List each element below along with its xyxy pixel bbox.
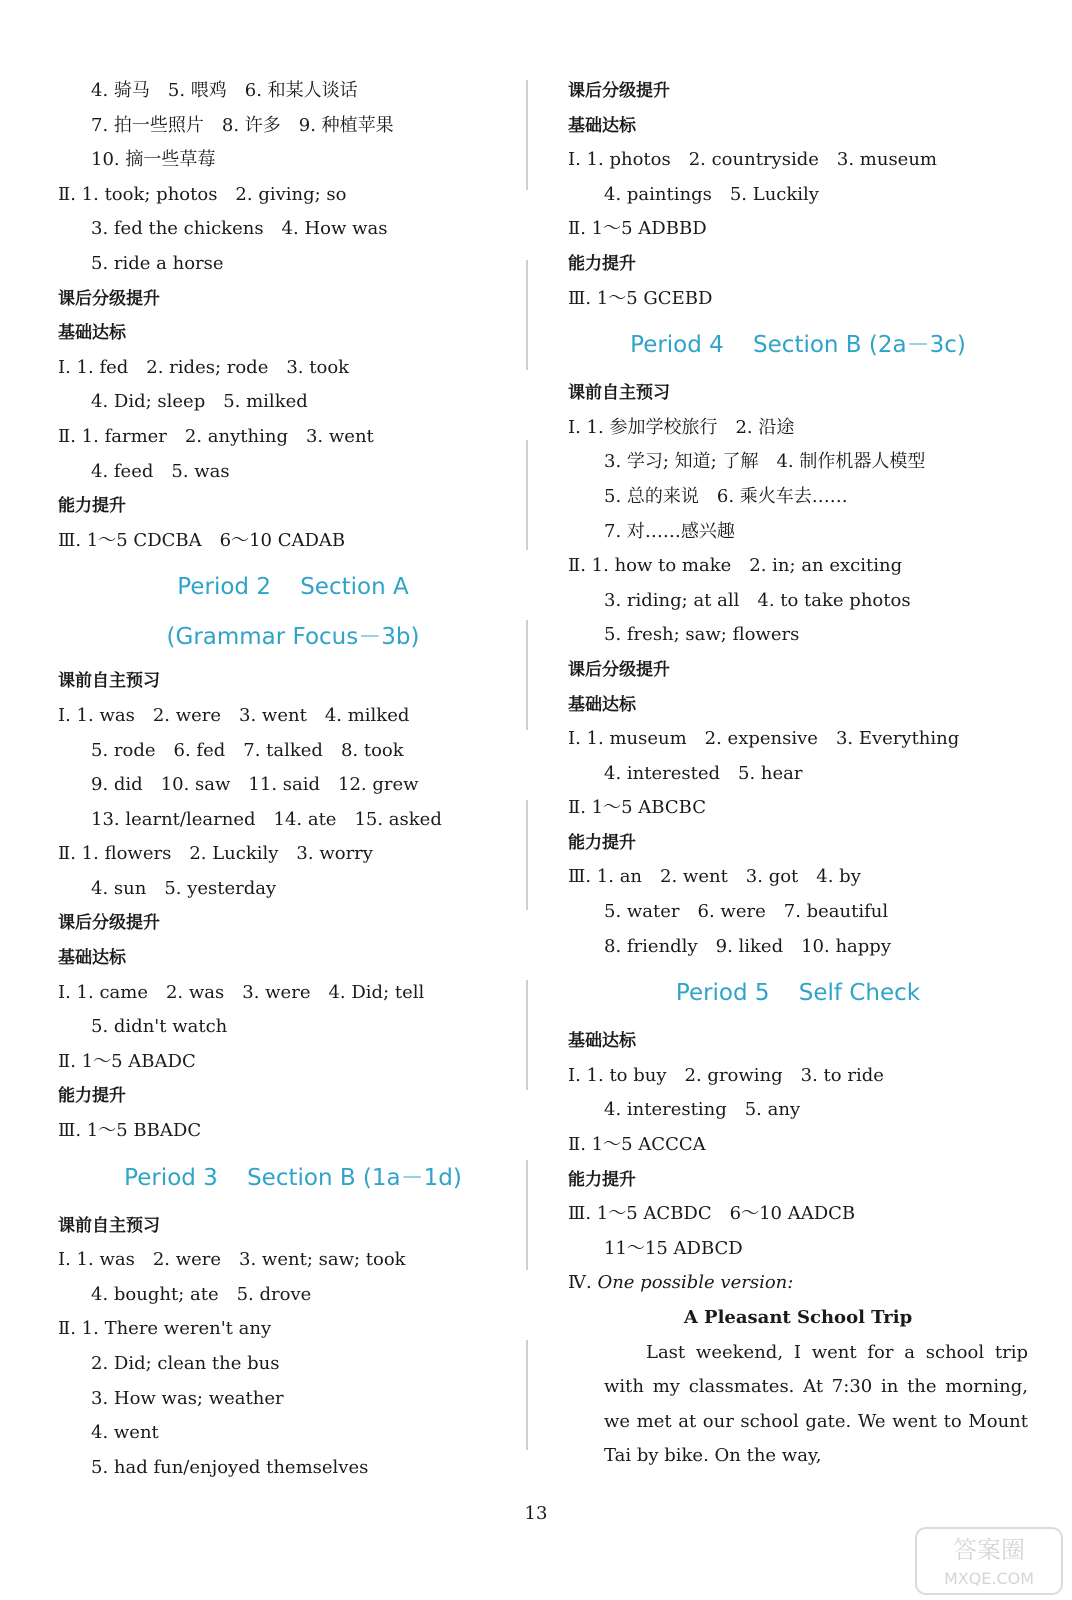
subheading-ability: 能力提升 <box>568 832 636 853</box>
answer-line: Ⅱ. 1. how to make 2. in; an exciting <box>568 555 903 577</box>
answer-line: Ⅱ. 1～5 ABCBC <box>568 797 706 819</box>
answer-line: 10. 摘一些草莓 <box>91 149 216 171</box>
subheading-basic: 基础达标 <box>58 323 126 344</box>
answer-line: Ⅲ. 1～5 CDCBA 6～10 CADAB <box>58 529 346 551</box>
answer-line: Ⅲ. 1～5 GCEBD <box>568 287 713 309</box>
subheading-ability: 能力提升 <box>568 253 636 274</box>
answer-line: 5. water 6. were 7. beautiful <box>604 901 889 923</box>
subheading-ability: 能力提升 <box>568 1169 636 1190</box>
answer-line: 4. paintings 5. Luckily <box>604 183 819 205</box>
subheading-basic: 基础达标 <box>568 115 636 136</box>
answer-line: 4. Did; sleep 5. milked <box>91 391 308 413</box>
answer-line: 3. riding; at all 4. to take photos <box>604 589 911 611</box>
subheading-preview: 课前自主预习 <box>58 1215 160 1236</box>
answer-line: 5. ride a horse <box>91 252 224 274</box>
svg-text:答案圈: 答案圈 <box>953 1536 1025 1564</box>
answer-line: Ⅱ. 1～5 ACCCA <box>568 1134 706 1156</box>
answer-line: 3. fed the chickens 4. How was <box>91 218 388 240</box>
answer-line: Ⅰ. 1. was 2. were 3. went; saw; took <box>58 1249 406 1271</box>
answer-line: Ⅰ. 1. was 2. were 3. went 4. milked <box>58 704 410 726</box>
period-5-heading: Period 5 Self Check <box>675 980 921 1007</box>
section-number: Ⅳ. <box>568 1272 592 1294</box>
essay-body <box>568 1336 1028 1474</box>
watermark-logo <box>914 1526 1064 1596</box>
answer-line: Ⅰ. 1. museum 2. expensive 3. Everything <box>568 728 960 750</box>
answer-line: 4. feed 5. was <box>91 460 230 482</box>
answer-line: 5. fresh; saw; flowers <box>604 624 800 646</box>
subheading-basic: 基础达标 <box>568 1031 636 1052</box>
answer-line: 5. rode 6. fed 7. talked 8. took <box>91 739 404 761</box>
subheading-basic: 基础达标 <box>568 694 636 715</box>
subheading-preview: 课前自主预习 <box>568 383 670 404</box>
answer-line: 4. sun 5. yesterday <box>91 877 277 899</box>
answer-line: Ⅰ. 1. photos 2. countryside 3. museum <box>568 149 937 171</box>
subheading-after-class: 课后分级提升 <box>568 81 670 101</box>
answer-line: 8. friendly 9. liked 10. happy <box>604 935 891 957</box>
period-2-heading-cont: (Grammar Focus－3b) <box>166 624 420 651</box>
subheading-after-class: 课后分级提升 <box>568 659 670 680</box>
answer-line: Ⅱ. 1～5 ABADC <box>58 1050 196 1072</box>
answer-line: 9. did 10. saw 11. said 12. grew <box>91 774 419 796</box>
answer-line: Ⅱ. 1. flowers 2. Luckily 3. worry <box>58 843 373 865</box>
essay-title: A Pleasant School Trip <box>683 1307 913 1328</box>
period-3-heading: Period 3 Section B (1a－1d) <box>124 1164 462 1191</box>
right-column <box>568 74 1028 1474</box>
answer-line <box>568 1266 1028 1301</box>
svg-text:MXQE.COM: MXQE.COM <box>943 1569 1035 1588</box>
answer-line: 4. bought; ate 5. drove <box>91 1283 312 1305</box>
answer-line: Ⅱ. 1. farmer 2. anything 3. went <box>58 425 374 447</box>
answer-line: 4. interesting 5. any <box>604 1099 801 1121</box>
subheading-basic: 基础达标 <box>58 948 126 969</box>
subheading-after-class: 课后分级提升 <box>58 288 160 309</box>
answer-line: 3. How was; weather <box>91 1387 284 1409</box>
subheading-after-class: 课后分级提升 <box>58 913 160 934</box>
answer-line: 4. interested 5. hear <box>604 762 803 784</box>
subheading-ability: 能力提升 <box>58 496 126 517</box>
answer-line: 2. Did; clean the bus <box>91 1353 280 1374</box>
answer-line: 13. learnt/learned 14. ate 15. asked <box>91 808 442 830</box>
left-column <box>58 74 528 1485</box>
answer-line: Ⅱ. 1. took; photos 2. giving; so <box>58 183 347 205</box>
answer-line: 7. 对……感兴趣 <box>604 520 735 542</box>
answer-line: Ⅱ. 1～5 ADBBD <box>568 218 707 240</box>
answer-line: 7. 拍一些照片 8. 许多 9. 种植苹果 <box>91 114 394 136</box>
answer-line: 11～15 ADBCD <box>604 1237 743 1259</box>
answer-line: Ⅰ. 1. fed 2. rides; rode 3. took <box>58 356 350 378</box>
answer-line: 5. 总的来说 6. 乘火车去…… <box>604 485 848 507</box>
period-4-heading: Period 4 Section B (2a－3c) <box>630 332 966 359</box>
period-2-heading: Period 2 Section A <box>177 574 409 601</box>
answer-line: Ⅰ. 1. came 2. was 3. were 4. Did; tell <box>58 981 425 1003</box>
answer-line: 5. didn't watch <box>91 1016 228 1038</box>
answer-line: Ⅲ. 1～5 BBADC <box>58 1120 202 1142</box>
answer-line: 4. 骑马 5. 喂鸡 6. 和某人谈话 <box>91 80 358 101</box>
answer-line: Ⅰ. 1. 参加学校旅行 2. 沿途 <box>568 416 795 438</box>
version-note: One possible version: <box>597 1272 794 1294</box>
subheading-preview: 课前自主预习 <box>58 671 160 692</box>
answer-line: Ⅲ. 1. an 2. went 3. got 4. by <box>568 866 861 888</box>
answer-line: Ⅲ. 1～5 ACBDC 6～10 AADCB <box>568 1203 856 1225</box>
page-number: 13 <box>524 1503 548 1524</box>
essay-paragraph: Last weekend, I went for a school trip with my classmates. At 7:30 in the morning, we met at our school gate. We went to Mount Tai by bike. On the way, <box>604 1341 1028 1467</box>
answer-line: 3. 学习; 知道; 了解 4. 制作机器人模型 <box>604 451 926 473</box>
answer-line: Ⅰ. 1. to buy 2. growing 3. to ride <box>568 1064 884 1086</box>
answer-line: Ⅱ. 1. There weren't any <box>58 1318 272 1340</box>
answer-line: 5. had fun/enjoyed themselves <box>91 1456 369 1478</box>
subheading-ability: 能力提升 <box>58 1086 126 1107</box>
answer-line: 4. went <box>91 1422 159 1444</box>
